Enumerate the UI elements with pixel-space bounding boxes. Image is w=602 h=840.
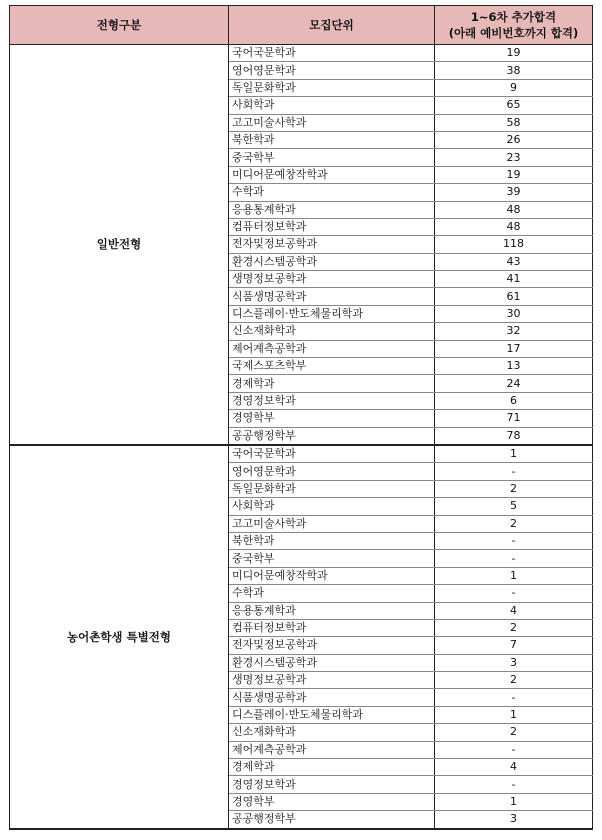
additional-count-cell: - — [435, 585, 593, 602]
additional-count-cell: 58 — [435, 114, 593, 131]
department-cell: 경영정보학과 — [229, 776, 435, 793]
additional-count-cell: 1 — [435, 706, 593, 723]
additional-count-cell: 65 — [435, 97, 593, 114]
additional-count-cell: 4 — [435, 602, 593, 619]
additional-count-cell: 23 — [435, 149, 593, 166]
additional-count-cell: 32 — [435, 323, 593, 340]
header-admission-type: 전형구분 — [10, 6, 229, 45]
department-cell: 디스플레이·반도체물리학과 — [229, 305, 435, 322]
additional-count-cell: 2 — [435, 672, 593, 689]
additional-count-cell: 38 — [435, 62, 593, 79]
additional-count-cell: 2 — [435, 724, 593, 741]
department-cell: 북한학과 — [229, 532, 435, 549]
department-cell: 영어영문학과 — [229, 463, 435, 480]
department-cell: 독일문화학과 — [229, 79, 435, 96]
additional-count-cell: 1 — [435, 793, 593, 810]
department-cell: 컴퓨터정보학과 — [229, 218, 435, 235]
department-cell: 응용통계학과 — [229, 602, 435, 619]
department-cell: 국어국문학과 — [229, 45, 435, 62]
additional-count-cell: - — [435, 550, 593, 567]
department-cell: 수학과 — [229, 585, 435, 602]
department-cell: 독일문화학과 — [229, 480, 435, 497]
additional-count-cell: 7 — [435, 637, 593, 654]
header-department: 모집단위 — [229, 6, 435, 45]
additional-count-cell: 19 — [435, 45, 593, 62]
additional-count-cell: - — [435, 463, 593, 480]
additional-count-cell: 41 — [435, 271, 593, 288]
additional-count-cell: 48 — [435, 201, 593, 218]
additional-count-cell: - — [435, 776, 593, 793]
department-cell: 고고미술사학과 — [229, 515, 435, 532]
additional-count-cell: 6 — [435, 392, 593, 409]
additional-count-cell: 2 — [435, 619, 593, 636]
additional-count-cell: 78 — [435, 427, 593, 445]
additional-count-cell: - — [435, 532, 593, 549]
department-cell: 경영정보학과 — [229, 392, 435, 409]
department-cell: 사회학과 — [229, 498, 435, 515]
department-cell: 제어계측공학과 — [229, 340, 435, 357]
table-body — [10, 45, 593, 829]
department-cell: 디스플레이·반도체물리학과 — [229, 706, 435, 723]
additional-count-cell: 19 — [435, 166, 593, 183]
department-cell: 고고미술사학과 — [229, 114, 435, 131]
department-cell: 컴퓨터정보학과 — [229, 619, 435, 636]
department-cell: 영어영문학과 — [229, 62, 435, 79]
department-cell: 생명정보공학과 — [229, 271, 435, 288]
department-cell: 중국학부 — [229, 550, 435, 567]
department-cell: 신소재화학과 — [229, 323, 435, 340]
department-cell: 식품생명공학과 — [229, 288, 435, 305]
additional-count-cell: 30 — [435, 305, 593, 322]
additional-count-cell: 43 — [435, 253, 593, 270]
table-row — [10, 445, 593, 463]
department-cell: 생명정보공학과 — [229, 672, 435, 689]
department-cell: 신소재화학과 — [229, 724, 435, 741]
additional-count-cell: 24 — [435, 375, 593, 392]
additional-count-cell: 9 — [435, 79, 593, 96]
additional-count-cell: 2 — [435, 480, 593, 497]
additional-count-cell: - — [435, 741, 593, 758]
department-cell: 북한학과 — [229, 131, 435, 148]
department-cell: 제어계측공학과 — [229, 741, 435, 758]
additional-count-cell: 48 — [435, 218, 593, 235]
department-cell: 국어국문학과 — [229, 445, 435, 463]
department-cell: 미디어문예창작학과 — [229, 567, 435, 584]
additional-count-cell: 71 — [435, 410, 593, 427]
header-additional-count-line1: 1~6차 추가합격 — [470, 10, 557, 24]
admission-type-cell: 농어촌학생 특별전형 — [10, 445, 229, 829]
additional-count-cell: 61 — [435, 288, 593, 305]
department-cell: 전자및정보공학과 — [229, 637, 435, 654]
additional-count-cell: 13 — [435, 358, 593, 375]
table-header-row — [10, 6, 593, 45]
department-cell: 응용통계학과 — [229, 201, 435, 218]
header-additional-count — [435, 6, 593, 45]
table-row — [10, 45, 593, 62]
admission-type-cell: 일반전형 — [10, 45, 229, 445]
department-cell: 경영학부 — [229, 793, 435, 810]
department-cell: 환경시스템공학과 — [229, 253, 435, 270]
department-cell: 공공행정학부 — [229, 427, 435, 445]
department-cell: 식품생명공학과 — [229, 689, 435, 706]
additional-count-cell: 2 — [435, 515, 593, 532]
header-additional-count-line2: (아래 예비번호까지 합격) — [448, 26, 579, 40]
additional-count-cell: 1 — [435, 567, 593, 584]
additional-count-cell: 26 — [435, 131, 593, 148]
department-cell: 미디어문예창작학과 — [229, 166, 435, 183]
admission-table-container — [9, 5, 592, 830]
additional-count-cell: 39 — [435, 184, 593, 201]
department-cell: 경제학과 — [229, 759, 435, 776]
department-cell: 경영학부 — [229, 410, 435, 427]
department-cell: 수학과 — [229, 184, 435, 201]
department-cell: 국제스포츠학부 — [229, 358, 435, 375]
department-cell: 공공행정학부 — [229, 811, 435, 829]
additional-count-cell: 4 — [435, 759, 593, 776]
additional-count-cell: - — [435, 689, 593, 706]
additional-count-cell: 17 — [435, 340, 593, 357]
additional-admission-table — [9, 5, 593, 830]
additional-count-cell: 3 — [435, 811, 593, 829]
department-cell: 중국학부 — [229, 149, 435, 166]
department-cell: 전자및정보공학과 — [229, 236, 435, 253]
additional-count-cell: 118 — [435, 236, 593, 253]
department-cell: 사회학과 — [229, 97, 435, 114]
department-cell: 경제학과 — [229, 375, 435, 392]
department-cell: 환경시스템공학과 — [229, 654, 435, 671]
additional-count-cell: 1 — [435, 445, 593, 463]
additional-count-cell: 3 — [435, 654, 593, 671]
additional-count-cell: 5 — [435, 498, 593, 515]
